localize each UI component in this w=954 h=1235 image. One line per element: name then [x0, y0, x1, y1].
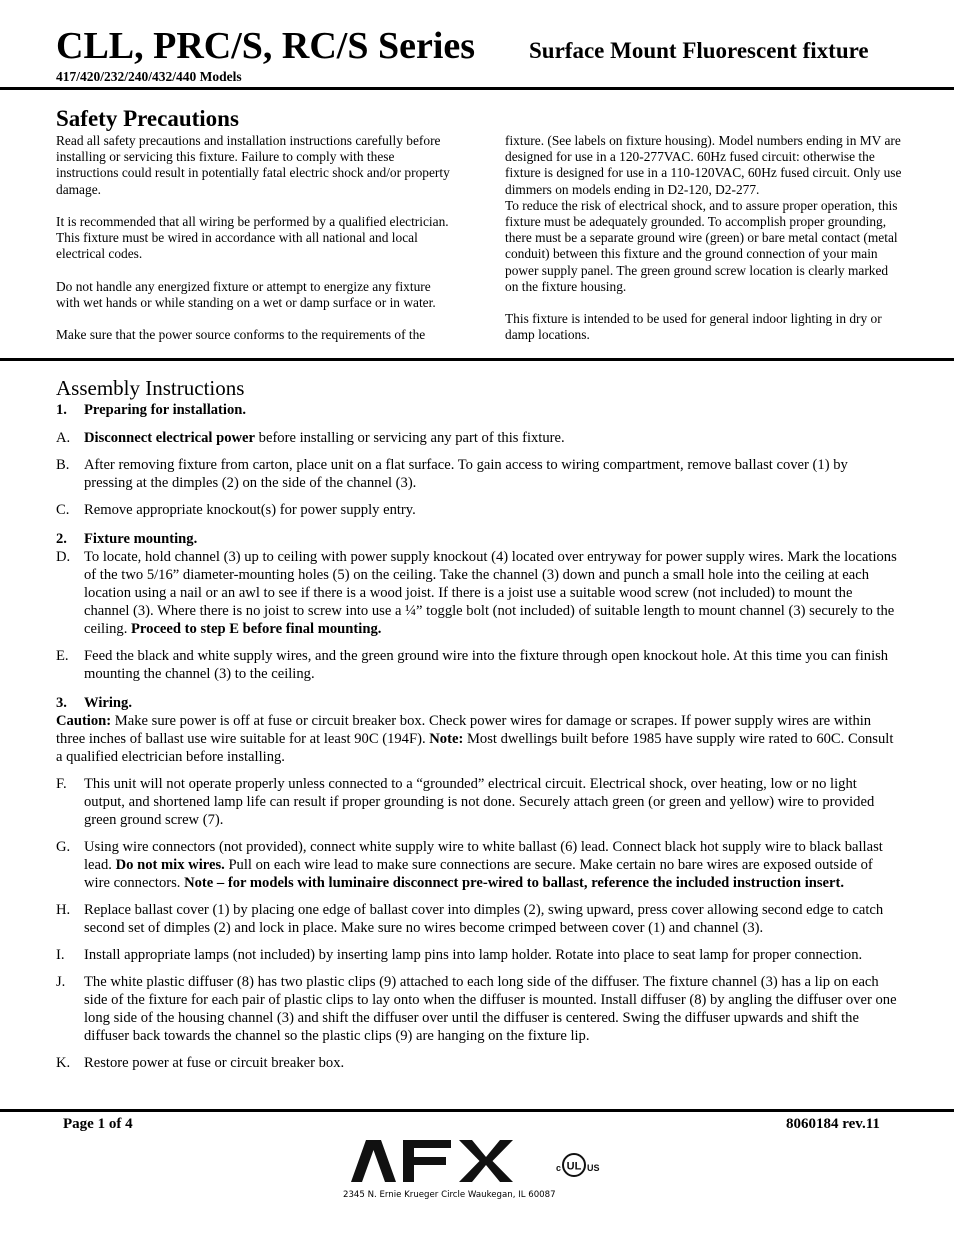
- safety-paragraph: Do not handle any energized fixture or attempt to energize any fixture with wet hands or while standing on a wet or damp surface or in water.: [56, 278, 436, 310]
- safety-paragraph: Make sure that the power source conforms to the requirements of the: [56, 327, 426, 343]
- step-text: Install appropriate lamps (not included) by inserting lamp pins into lamp holder. Rotate into place to seat lamp for proper connection.: [84, 947, 863, 963]
- step-letter: C.: [56, 502, 70, 518]
- safety-paragraph: fixture. (See labels on fixture housing). Model numbers ending in MV are designed for use in a 120-277VAC. 60Hz fused circuit: otherwise the fixture is designed for use in a 110-120VAC, 60Hz fused circuit. Only use dimmers on models ending in D2-120, D2-277.: [505, 133, 902, 197]
- section-number: 2.: [56, 531, 67, 547]
- step-bold-text: Do not mix wires.: [115, 857, 225, 873]
- step-letter: H.: [56, 902, 71, 918]
- assembly-body: [56, 401, 898, 1072]
- step-letter: F.: [56, 776, 67, 792]
- section-title: Fixture mounting.: [84, 531, 198, 547]
- step-bold-text: Disconnect electrical power: [84, 430, 256, 446]
- step-letter: B.: [56, 457, 70, 473]
- step-b: [56, 456, 898, 492]
- step-letter: G.: [56, 839, 71, 855]
- page-number: Page 1 of 4: [63, 1116, 133, 1132]
- section-number: 3.: [56, 695, 67, 711]
- step-text: This unit will not operate properly unless connected to a “grounded” electrical circuit. Electrical shock, over heating, low or no light output, and shortened lamp life can result if proper grounding is not done. Securely attach green (or green and yellow) wire to provided green ground screw (7).: [84, 776, 875, 828]
- step-f: [56, 775, 898, 829]
- step-letter: I.: [56, 947, 65, 963]
- step-text: [84, 838, 898, 892]
- footer-rule: [0, 1109, 954, 1112]
- section-title: Wiring.: [84, 695, 132, 711]
- document-number: 8060184 rev.11: [786, 1116, 880, 1132]
- step-plain-text: To locate, hold channel (3) up to ceiling with power supply knockout (4) located over entryway for power supply wires. Mark the locations of the two 5/16” diameter-mounting holes (5) on the ceiling. Take the channel (3) down and punch a small hole into the ceiling at each location using a nail or an awl to see if there is a wood joist. If there is a joist use a suitable wood screw (not included) to mount the channel (3). Where there is no joist to screw into use a ¼” toggle bolt (not included) of suitable length to mount channel (3) securely to the ceiling.: [84, 549, 897, 637]
- header-rule: [0, 87, 954, 90]
- step-text: Replace ballast cover (1) by placing one edge of ballast cover into dimples (2), swing upward, press cover allowing second edge to catch second set of dimples (2) and lock in place. Make sure no wires become crimped between cover (1) and channel (3).: [84, 902, 884, 936]
- section-heading: [56, 694, 898, 712]
- step-bold-text: Proceed to step E before final mounting.: [131, 621, 382, 637]
- step-text: The white plastic diffuser (8) has two plastic clips (9) attached to each long side of the diffuser. The fixture channel (3) has a lip on each side of the fixture for each pair of plastic clips to lay onto when the diffuser is mounted. Install diffuser (8) by angling the diffuser over one long side of the housing channel (3) and shift the diffuser over until the diffuser is centered. Swing the diffuser upwards and shift the diffuser back towards the channel so the plastic clips (9) are hanging on the fixture lip.: [84, 974, 897, 1044]
- step-bold-text: Note – for models with luminaire disconnect pre-wired to ballast, reference the included instruction insert.: [184, 875, 845, 891]
- step-letter: E.: [56, 648, 69, 664]
- safety-rule: [0, 358, 954, 361]
- step-plain-text: Pull on each wire lead to make sure connections are secure. Make certain no bare wires are exposed outside of wire connectors.: [84, 857, 873, 891]
- svg-text:US: US: [587, 1163, 600, 1173]
- step-plain-text: before installing or servicing any part of this fixture.: [255, 430, 565, 446]
- svg-text:UL: UL: [566, 1160, 582, 1173]
- step-a: [56, 429, 898, 447]
- step-j: [56, 973, 898, 1045]
- step-i: [56, 946, 898, 964]
- section-heading: [56, 530, 898, 548]
- assembly-heading: Assembly Instructions: [56, 376, 245, 400]
- step-text: [84, 548, 898, 638]
- step-text: Restore power at fuse or circuit breaker box.: [84, 1055, 345, 1071]
- step-letter: J.: [56, 974, 66, 990]
- note-label: Note:: [429, 731, 464, 747]
- safety-paragraph: It is recommended that all wiring be performed by a qualified electrician. This fixture must be wired in accordance with all national and local electrical codes.: [56, 214, 449, 262]
- safety-left-column: [56, 133, 451, 344]
- step-text: After removing fixture from carton, place unit on a flat surface. To gain access to wiring compartment, remove ballast cover (1) by pressing at the dimples (2) on the side of the channel (3).: [84, 457, 848, 491]
- document-subtitle: Surface Mount Fluorescent fixture: [529, 38, 869, 63]
- safety-paragraph: Read all safety precautions and installation instructions carefully before installing or servicing this fixture. Failure to comply with these instructions could result in potentially fatal electric shock and/or property damage.: [56, 133, 450, 197]
- caution-text: Most dwellings built before 1985 have supply wire rated to 60C. Consult a qualified electrician before installing.: [56, 731, 894, 765]
- company-address: 2345 N. Ernie Krueger Circle Waukegan, IL 60087: [343, 1190, 556, 1200]
- step-letter: K.: [56, 1055, 71, 1071]
- caution-label: Caution:: [56, 713, 112, 729]
- safety-heading: Safety Precautions: [56, 106, 239, 131]
- step-h: [56, 901, 898, 937]
- step-plain-text: Using wire connectors (not provided), connect white supply wire to white ballast (6) lead. Connect black hot supply wire to black ballast lead.: [84, 839, 883, 873]
- step-c: [56, 501, 898, 519]
- svg-text:c: c: [556, 1163, 562, 1173]
- safety-paragraph: To reduce the risk of electrical shock, and to assure proper operation, this fixture must be adequately grounded. To accomplish proper grounding, there must be a separate ground wire (green) or bare metal contact (metal conduit) between this fixture and the ground connection of your main power supply panel. The green ground screw location is clearly marked on the fixture housing.: [505, 197, 898, 294]
- section-title: Preparing for installation.: [84, 402, 247, 418]
- models-line: 417/420/232/240/432/440 Models: [56, 69, 242, 84]
- safety-right-column: [505, 133, 903, 344]
- step-d: [56, 548, 898, 638]
- step-text: Feed the black and white supply wires, and the green ground wire into the fixture through open knockout hole. At this time you can finish mounting the channel (3) to the ceiling.: [84, 648, 889, 682]
- caution-text: Make sure power is off at fuse or circuit breaker box. Check power wires for damage or scrapes. If power supply wires are within three inches of ballast use wire suitable for at least 90C (194F).: [56, 713, 872, 747]
- safety-paragraph: This fixture is intended to be used for general indoor lighting in dry or damp locations.: [505, 311, 882, 343]
- step-g: [56, 838, 898, 892]
- step-letter: D.: [56, 549, 71, 565]
- step-letter: A.: [56, 430, 71, 446]
- section-number: 1.: [56, 402, 67, 418]
- section-heading: [56, 401, 898, 419]
- step-text: [84, 429, 898, 447]
- step-text: Remove appropriate knockout(s) for power supply entry.: [84, 502, 416, 518]
- document-title: CLL, PRC/S, RC/S Series: [56, 25, 476, 67]
- caution-note: [56, 712, 898, 766]
- step-k: [56, 1054, 898, 1072]
- step-e: [56, 647, 898, 683]
